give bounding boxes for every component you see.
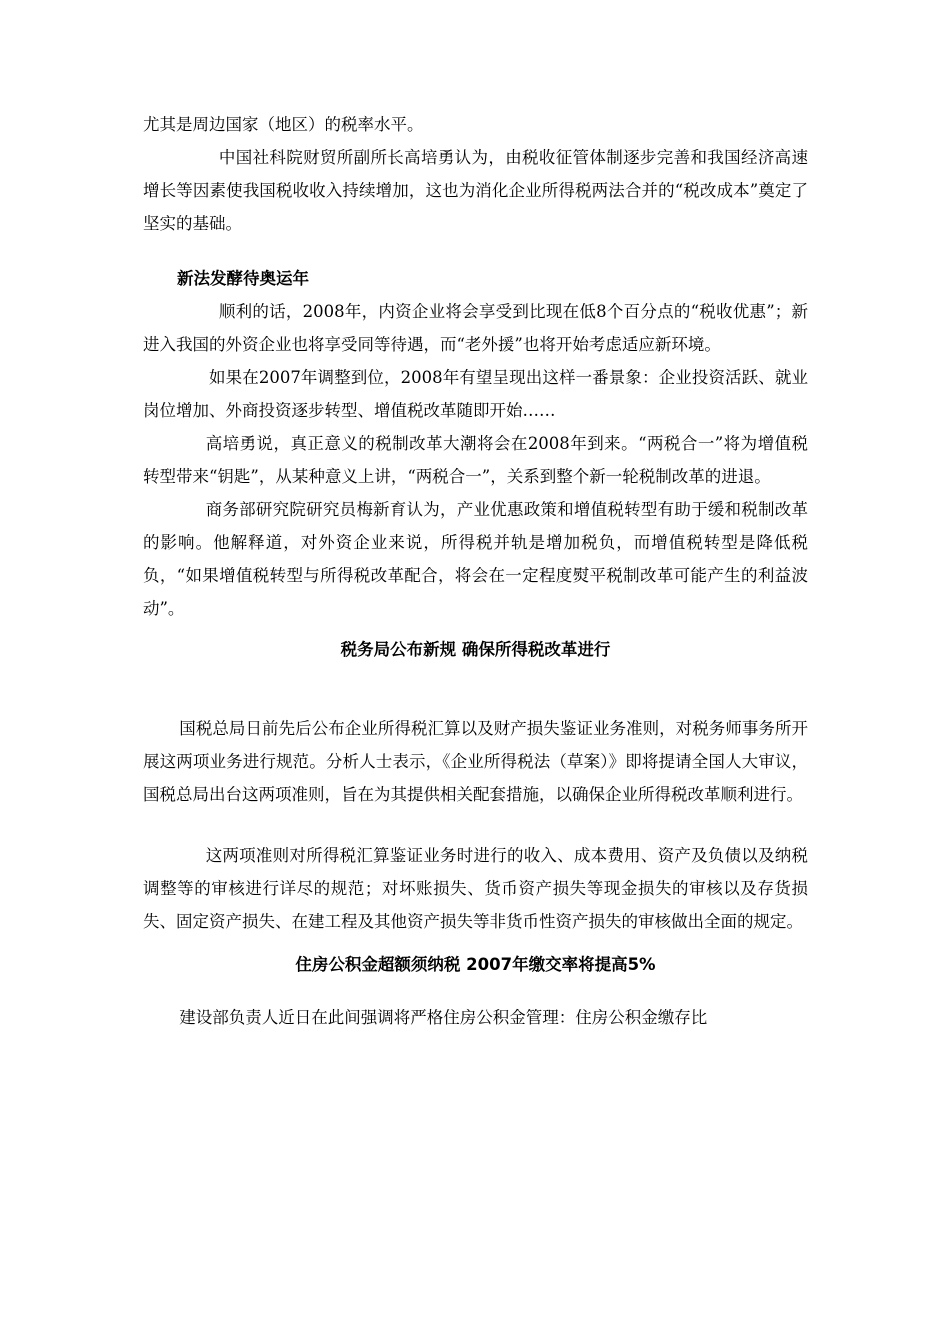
section-heading-1: 新法发酵待奥运年 — [177, 269, 309, 288]
spacer — [143, 240, 808, 262]
paragraph-3: 如果在2007年调整到位，2008年有望呈现出这样一番景象：企业投资活跃、就业 岗位增加、外商投资逐步转型、增值税改革随即开始…… — [143, 368, 808, 420]
spacer — [143, 811, 808, 839]
spacer — [143, 625, 808, 633]
paragraph-0: 尤其是周边国家（地区）的税率水平。 — [143, 115, 424, 134]
spacer — [143, 981, 808, 1001]
paragraph-4: 高培勇说，真正意义的税制改革大潮将会在2008年到来。“两税合一”将为增值税转型带来“钥匙”，从某种意义上讲，“两税合一”，关系到整个新一轮税制改革的进退。 — [143, 434, 808, 486]
paragraph-7: 这两项准则对所得税汇算鉴证业务时进行的收入、成本费用、资产及负债以及纳税调整等的审核进行详尽的规范；对坏账损失、货币资产损失等现金损失的审核以及存货损失、固定资产损失、在建工程及其他资产损失等非货币性资产损失的审核做出全面的规定。 — [143, 846, 808, 931]
paragraph-5: 商务部研究院研究员梅新育认为，产业优惠政策和增值税转型有助于缓和税制改革的影响。他解释道，对外资企业来说，所得税并轨是增加税负，而增值税转型是降低税负，“如果增值税转型与所得税改革配合，将会在一定程度熨平税制改革可能产生的利益波动”。 — [143, 500, 808, 618]
document-page — [143, 108, 808, 1034]
spacer — [143, 938, 808, 948]
article-title-2: 税务局公布新规 确保所得税改革进行 — [340, 640, 611, 659]
paragraph-6: 国税总局日前先后公布企业所得税汇算以及财产损失鉴证业务准则，对税务师事务所开展这两项业务进行规范。分析人士表示，《企业所得税法（草案）》即将提请全国人大审议，国税总局出台这两项准则，旨在为其提供相关配套措施，以确保企业所得税改革顺利进行。 — [143, 719, 808, 804]
paragraph-2: 顺利的话，2008年，内资企业将会享受到比现在低8个百分点的“税收优惠”；新进入我国的外资企业也将享受同等待遇，而“老外援”也将开始考虑适应新环境。 — [143, 302, 808, 354]
paragraph-1: 中国社科院财贸所副所长高培勇认为，由税收征管体制逐步完善和我国经济高速增长等因素使我国税收收入持续增加，这也为消化企业所得税两法合并的“税改成本”奠定了坚实的基础。 — [143, 148, 808, 233]
paragraph-8: 建设部负责人近日在此间强调将严格住房公积金管理：住房公积金缴存比 — [179, 1008, 708, 1027]
spacer — [143, 666, 808, 712]
article-title-3: 住房公积金超额须纳税 2007年缴交率将提高5% — [295, 955, 656, 974]
